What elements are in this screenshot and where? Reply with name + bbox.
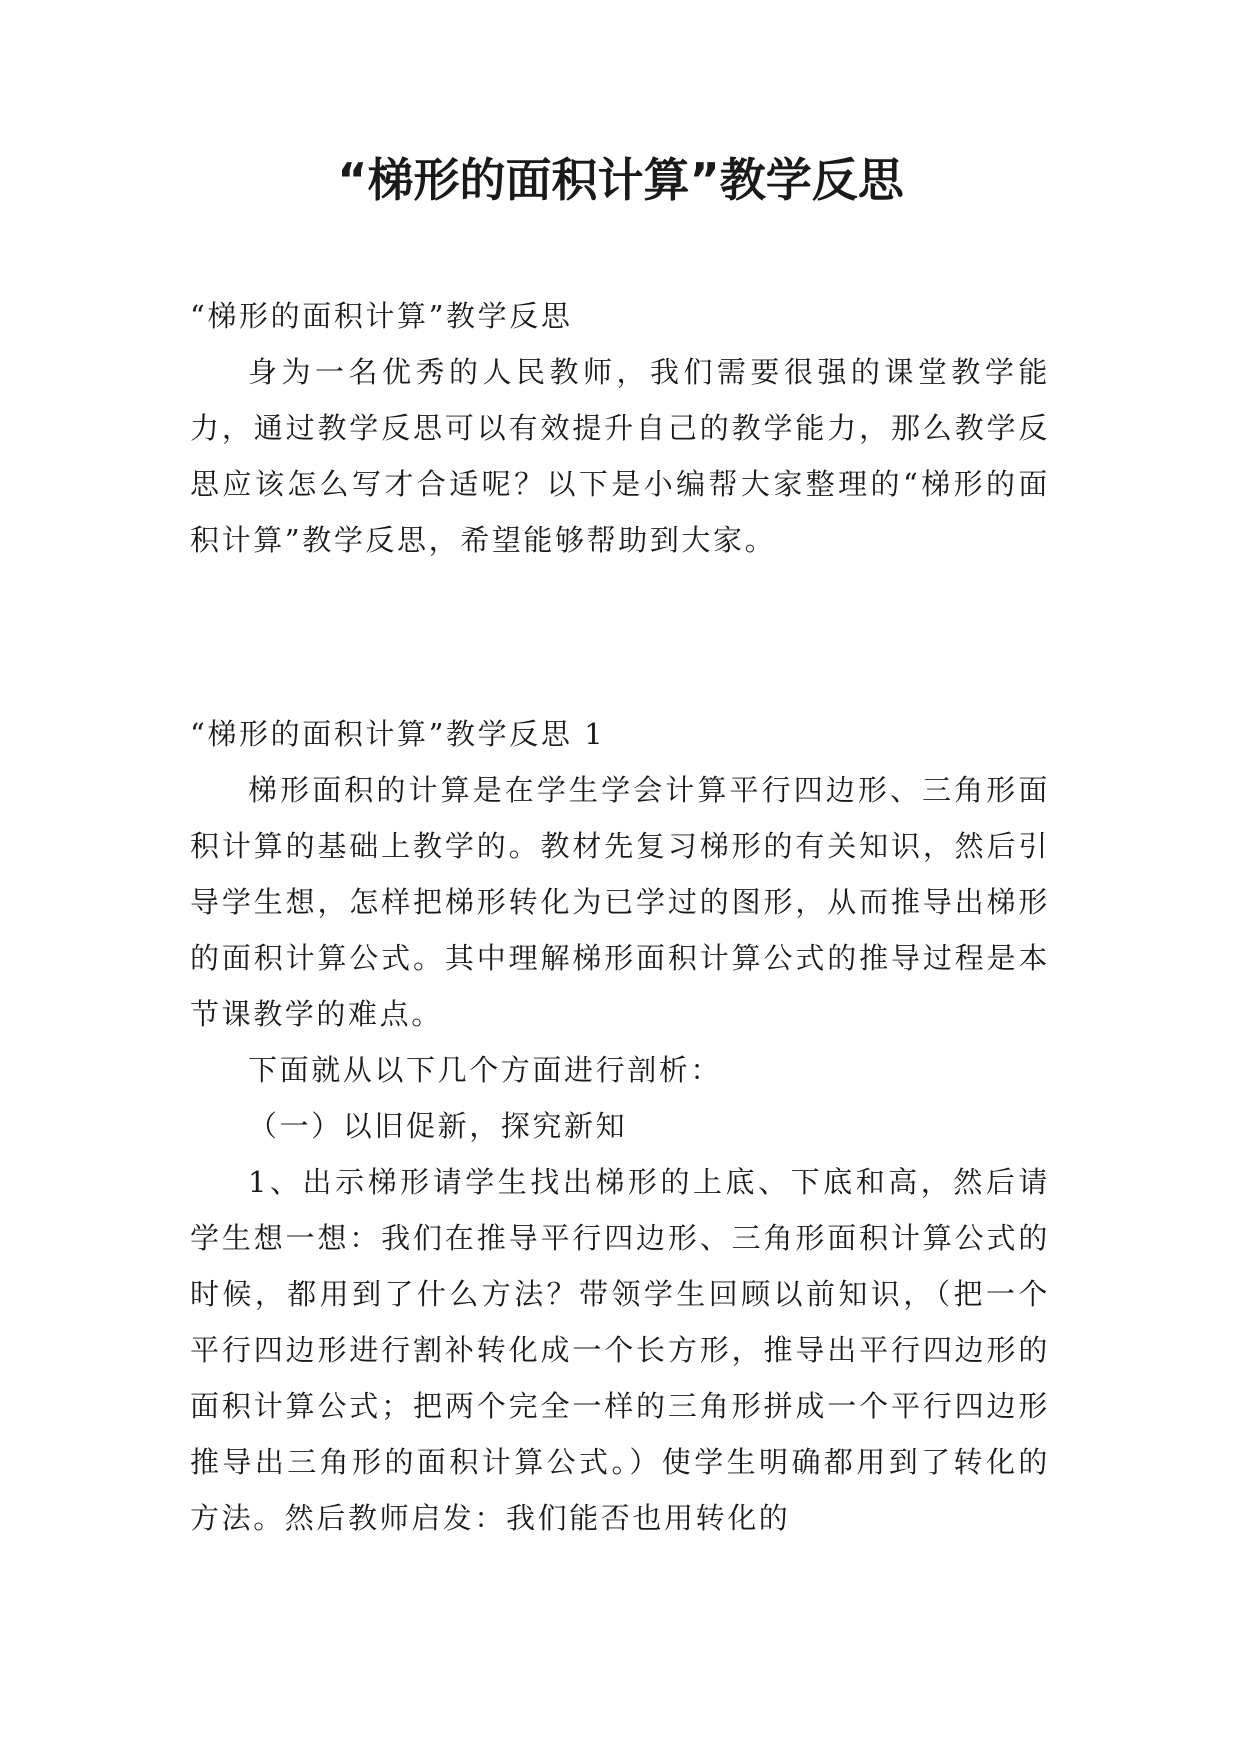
section-1-paragraph: 下面就从以下几个方面进行剖析： [248,1053,723,1087]
section-1 [190,706,1050,1546]
section-1-paragraph: 1、出示梯形请学生找出梯形的上底、下底和高，然后请学生想一想：我们在推导平行四边形、三角形面积计算公式的时候，都用到了什么方法？带领学生回顾以前知识，（把一个平行四边形进行割补转化成一个长方形，推导出平行四边形的面积计算公式；把两个完全一样的三角形拼成一个平行四边形推导出三角形的面积计算公式。）使学生明确都用到了转化的方法。然后教师启发：我们能否也用转化的 [190,1165,1050,1535]
intro-heading: “梯形的面积计算”教学反思 [190,299,573,333]
intro-paragraph: 身为一名优秀的人民教师，我们需要很强的课堂教学能力，通过教学反思可以有效提升自己的教学能力，那么教学反思应该怎么写才合适呢？以下是小编帮大家整理的“梯形的面积计算”教学反思，希望能够帮助到大家。 [190,355,1050,557]
section-1-paragraph: 梯形面积的计算是在学生学会计算平行四边形、三角形面积计算的基础上教学的。教材先复习梯形的有关知识，然后引导学生想，怎样把梯形转化为已学过的图形，从而推导出梯形的面积计算公式。其中理解梯形面积计算公式的推导过程是本节课教学的难点。 [190,773,1050,1031]
section-1-subheading: （一）以旧促新，探究新知 [248,1109,628,1143]
intro-section [190,288,1050,568]
section-1-heading: “梯形的面积计算”教学反思 1 [190,717,606,751]
document-title: “梯形的面积计算”教学反思 [337,153,904,207]
